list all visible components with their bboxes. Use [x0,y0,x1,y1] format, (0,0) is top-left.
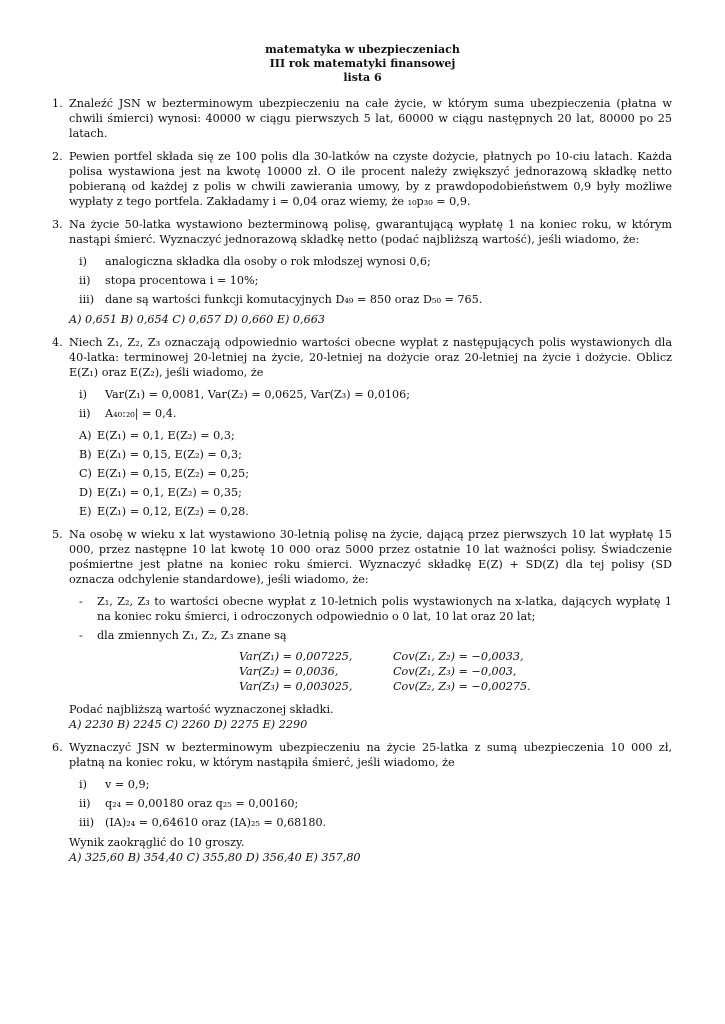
equation: Var(Z₁) = 0,007225, [239,650,353,663]
condition-item [79,254,672,269]
condition-label: ii) [79,274,91,287]
condition-text: dane są wartości funkcji komutacyjnych D₄₉ = 850 oraz D₅₀ = 765. [105,293,483,306]
option-label: A) [79,429,92,442]
problem-3 [52,217,672,327]
problem-number: 2. [52,150,63,163]
option-item [79,447,672,462]
condition-label: iii) [79,293,95,306]
condition-label: i) [79,778,87,791]
equation: Cov(Z₂, Z₃) = −0,00275. [393,680,531,693]
course-year: III rok matematyki finansowej [269,57,456,70]
problem-instruction: Wynik zaokrąglić do 10 groszy. [69,836,245,849]
problem-text: Znaleźć JSN w bezterminowym ubezpieczeniu na całe życie, w którym suma ubezpieczenia (płatna w chwili śmierci) wynosi: 40000 w ciągu pierwszych 5 lat, 60000 w ciągu następnych 20 lat, 80000 po 25 latach. [69,97,672,140]
condition-list [79,594,672,643]
option-list [79,428,672,519]
course-title: matematyka w ubezpieczeniach [265,43,460,56]
option-label: D) [79,486,93,499]
problem-text: Na osobę w wieku x lat wystawiono 30-letnią polisę na życie, dającą przez pierwszych 10 lat wypłatę 15 000, przez następne 10 lat kwotę 10 000 oraz 5000 przez ostatnie 10 lat ważności polisy. Świadczenie pośmiertne jest płatne na koniec roku śmierci. Wyznaczyć składkę E(Z) + SD(Z) dla tej polisy (SD oznacza odchylenie standardowe), jeśli wiadomo, że: [69,528,672,586]
problem-1 [52,96,672,141]
sheet-number: lista 6 [343,71,382,84]
condition-item [79,292,672,307]
condition-item [79,777,672,792]
problem-2 [52,149,672,209]
condition-text: Z₁, Z₂, Z₃ to wartości obecne wypłat z 10-letnich polis wystawionych na x-latka, dających wypłatę 1 na koniec roku śmierci, i odroczonych odpowiednio o 0 lat, 10 lat oraz 20 lat; [97,595,672,623]
condition-item [79,387,672,402]
option-text: E(Z₁) = 0,1, E(Z₂) = 0,35; [97,486,242,499]
condition-label: ii) [79,797,91,810]
answer-choices: A) 0,651 B) 0,654 C) 0,657 D) 0,660 E) 0,663 [69,313,325,326]
condition-text: q₂₄ = 0,00180 oraz q₂₅ = 0,00160; [105,797,299,810]
problem-text: Wyznaczyć JSN w bezterminowym ubezpieczeniu na życie 25-latka z sumą ubezpieczenia 10 000 zł, płatną na koniec roku, w którym nastąpiła śmierć, jeśli wiadomo, że [69,741,672,769]
condition-label: iii) [79,816,95,829]
condition-text: (IA)₂₄ = 0,64610 oraz (IA)₂₅ = 0,68180. [105,816,327,829]
condition-label: i) [79,388,87,401]
problem-text: Na życie 50-latka wystawiono bezterminową polisę, gwarantującą wypłatę 1 na koniec roku, w którym nastąpi śmierć. Wyznaczyć jednorazową składkę netto (podać najbliższą wartość), jeśli wiadomo, że: [69,218,672,246]
option-item [79,466,672,481]
option-item [79,504,672,519]
problem-instruction: Podać najbliższą wartość wyznaczonej składki. [69,703,334,716]
condition-list [79,387,672,421]
option-text: E(Z₁) = 0,15, E(Z₂) = 0,3; [97,448,242,461]
equation: Var(Z₃) = 0,003025, [239,680,353,693]
equation: Var(Z₂) = 0,0036, [239,665,339,678]
condition-item [79,273,672,288]
option-item [79,485,672,500]
problem-number: 5. [52,528,63,541]
problem-number: 1. [52,97,63,110]
condition-list [79,777,672,830]
equation: Cov(Z₁, Z₂) = −0,0033, [393,650,524,663]
equation-block [239,649,672,694]
problem-6 [52,740,672,865]
problem-number: 6. [52,741,63,754]
option-item [79,428,672,443]
condition-text: analogiczna składka dla osoby o rok młodszej wynosi 0,6; [105,255,431,268]
problem-text: Pewien portfel składa się ze 100 polis dla 30-latków na czyste dożycie, płatnych po 10-ciu latach. Każda polisa wystawiona jest na kwotę 10000 zł. O ile procent należy zwiększyć jednorazową składkę netto pobieraną od każdej z polis w chwili zawierania umowy, by z prawdopodobieństwem 0,9 były możliwe wypłaty z tego portfela. Zakładamy i = 0,04 oraz wiemy, że ₁₀p₃₀ = 0,9. [69,150,672,208]
problem-list [52,96,672,873]
condition-item [79,594,672,624]
option-text: E(Z₁) = 0,12, E(Z₂) = 0,28. [97,505,249,518]
equation: Cov(Z₁, Z₃) = −0,003, [393,665,517,678]
problem-number: 4. [52,336,63,349]
option-text: E(Z₁) = 0,1, E(Z₂) = 0,3; [97,429,235,442]
condition-text: A₄₀:₂₀| = 0,4. [105,407,177,420]
document-header [0,43,725,85]
option-label: C) [79,467,92,480]
option-label: E) [79,505,92,518]
answer-choices: A) 325,60 B) 354,40 C) 355,80 D) 356,40 E) 357,80 [69,851,361,864]
condition-label: ii) [79,407,91,420]
problem-5 [52,527,672,732]
condition-text: dla zmiennych Z₁, Z₂, Z₃ znane są [97,629,287,642]
problem-text: Niech Z₁, Z₂, Z₃ oznaczają odpowiednio wartości obecne wypłat z następujących polis wystawionych dla 40-latka: terminowej 20-letniej na życie, 20-letniej na dożycie oraz 20-letniej na życie i dożycie. Oblicz E(Z₁) oraz E(Z₂), jeśli wiadomo, że [69,336,672,379]
answer-choices: A) 2230 B) 2245 C) 2260 D) 2275 E) 2290 [69,718,308,731]
condition-text: stopa procentowa i = 10%; [105,274,259,287]
condition-label: - [79,629,83,642]
condition-item [79,815,672,830]
condition-item [79,406,672,421]
condition-text: v = 0,9; [105,778,150,791]
condition-label: i) [79,255,87,268]
problem-4 [52,335,672,519]
option-label: B) [79,448,92,461]
condition-list [79,254,672,307]
problem-number: 3. [52,218,63,231]
condition-label: - [79,595,83,608]
option-text: E(Z₁) = 0,15, E(Z₂) = 0,25; [97,467,249,480]
condition-text: Var(Z₁) = 0,0081, Var(Z₂) = 0,0625, Var(Z₃) = 0,0106; [105,388,411,401]
condition-item [79,796,672,811]
condition-item [79,628,672,643]
